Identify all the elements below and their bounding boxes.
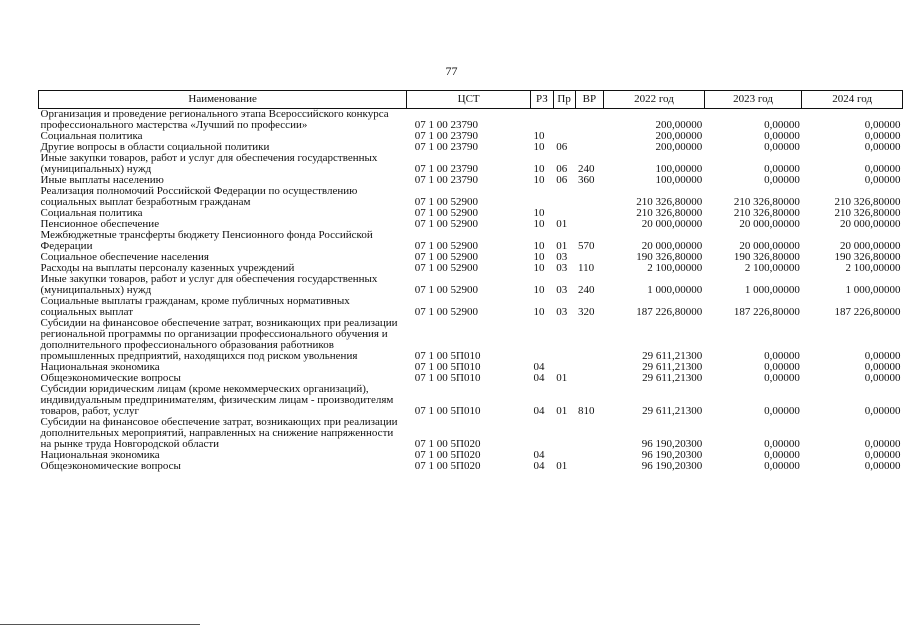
cell-cst: 07 1 00 52900 <box>414 284 479 296</box>
cell-vr: 320 <box>578 306 595 318</box>
header-2024: 2024 год <box>802 91 903 109</box>
cell-pr: 01 <box>556 460 568 472</box>
cell-rz <box>531 417 554 450</box>
cell-vr <box>575 362 604 373</box>
header-vr: ВР <box>575 91 604 109</box>
cell-y2022: 200,00000 <box>655 130 703 142</box>
cell-name: Социальные выплаты гражданам, кроме публичных нормативных социальных выплат <box>40 295 350 318</box>
cell-vr <box>575 373 604 384</box>
cell-vr: 570 <box>578 240 595 252</box>
cell-name: Общеэкономические вопросы <box>40 372 181 384</box>
cell-y2022: 100,00000 <box>655 174 703 186</box>
cell-y2022: 29 611,21300 <box>642 405 703 417</box>
cell-vr: 240 <box>578 163 595 175</box>
cell-name: Национальная экономика <box>40 449 160 461</box>
header-rz: РЗ <box>531 91 554 109</box>
cell-y2023: 20 000,00000 <box>739 240 800 252</box>
cell-vr <box>575 450 604 461</box>
cell-y2024: 0,00000 <box>864 405 901 417</box>
cell-name: Реализация полномочий Российской Федерации по осуществлению социальных выплат безработным гражданам <box>40 185 358 208</box>
cell-pr: 06 <box>556 174 568 186</box>
cell-cst: 07 1 00 52900 <box>414 240 479 252</box>
cell-y2022: 20 000,00000 <box>641 218 703 230</box>
cell-pr: 01 <box>556 372 568 384</box>
cell-y2023: 1 000,00000 <box>744 284 800 296</box>
cell-cst: 07 1 00 52900 <box>414 196 479 208</box>
cell-rz: 04 <box>533 361 545 373</box>
cell-rz: 10 <box>533 141 545 153</box>
cell-cst: 07 1 00 23790 <box>414 130 479 142</box>
cell-y2022: 29 611,21300 <box>642 372 703 384</box>
cell-y2024: 0,00000 <box>864 130 901 142</box>
cell-cst: 07 1 00 23790 <box>414 119 479 131</box>
cell-y2023: 0,00000 <box>764 449 800 461</box>
cell-pr <box>553 417 575 450</box>
cell-name: Субсидии юридическим лицам (кроме некоммерческих организаций), индивидуальным предпринимателям, физическим лицам - производителям товаров, работ, услуг <box>40 383 394 417</box>
cell-vr <box>575 109 604 132</box>
table-row <box>39 274 903 296</box>
cell-rz: 10 <box>533 207 545 219</box>
cell-name: Иные выплаты населению <box>40 174 164 186</box>
cell-pr: 03 <box>556 262 568 274</box>
cell-y2023: 0,00000 <box>764 361 800 373</box>
cell-y2024: 0,00000 <box>864 372 901 384</box>
cell-rz <box>531 318 554 362</box>
cell-vr: 240 <box>578 284 595 296</box>
cell-pr: 01 <box>556 405 568 417</box>
cell-vr: 360 <box>578 174 595 186</box>
cell-vr <box>575 208 604 219</box>
cell-y2022: 200,00000 <box>655 141 703 153</box>
cell-y2022: 96 190,20300 <box>641 449 703 461</box>
cell-rz <box>531 186 554 208</box>
cell-name: Иные закупки товаров, работ и услуг для обеспечения государственных (муниципальных) нужд <box>40 152 378 175</box>
cell-y2022: 96 190,20300 <box>641 438 703 450</box>
cell-y2024: 1 000,00000 <box>845 284 901 296</box>
cell-name: Иные закупки товаров, работ и услуг для обеспечения государственных (муниципальных) нужд <box>40 273 378 296</box>
cell-rz: 10 <box>533 130 545 142</box>
cell-cst: 07 1 00 5П010 <box>414 361 481 373</box>
table-row <box>39 230 903 252</box>
cell-y2022: 96 190,20300 <box>641 460 703 472</box>
cell-pr: 03 <box>556 284 568 296</box>
cell-name: Пенсионное обеспечение <box>40 218 160 230</box>
page-number: 77 <box>445 64 458 78</box>
cell-rz: 04 <box>533 372 545 384</box>
cell-y2023: 0,00000 <box>764 460 800 472</box>
cell-y2024: 187 226,80000 <box>834 306 901 318</box>
cell-name: Межбюджетные трансферты бюджету Пенсионного фонда Российской Федерации <box>40 229 373 252</box>
cell-y2022: 100,00000 <box>655 163 703 175</box>
cell-cst: 07 1 00 52900 <box>414 218 479 230</box>
cell-rz: 04 <box>533 449 545 461</box>
cell-rz: 10 <box>533 262 545 274</box>
cell-y2023: 0,00000 <box>764 350 800 362</box>
table-row <box>39 296 903 318</box>
cell-y2022: 1 000,00000 <box>647 284 703 296</box>
cell-y2023: 210 326,80000 <box>733 196 800 208</box>
cell-y2022: 200,00000 <box>655 119 703 131</box>
cell-y2024: 210 326,80000 <box>834 196 901 208</box>
cell-pr: 03 <box>556 251 568 263</box>
cell-y2024: 210 326,80000 <box>834 207 901 219</box>
cell-rz: 10 <box>533 284 545 296</box>
cell-y2024: 0,00000 <box>864 449 901 461</box>
cell-vr <box>575 461 604 472</box>
header-2023: 2023 год <box>704 91 802 109</box>
cell-pr <box>553 318 575 362</box>
cell-y2023: 210 326,80000 <box>733 207 800 219</box>
cell-name: Национальная экономика <box>40 361 160 373</box>
cell-y2023: 0,00000 <box>764 130 800 142</box>
cell-y2022: 190 326,80000 <box>636 251 703 263</box>
cell-cst: 07 1 00 5П020 <box>414 438 481 450</box>
cell-rz: 10 <box>533 163 545 175</box>
cell-cst: 07 1 00 5П020 <box>414 449 481 461</box>
cell-y2023: 0,00000 <box>764 163 800 175</box>
cell-pr: 06 <box>556 163 568 175</box>
header-name: Наименование <box>39 91 407 109</box>
cell-vr <box>575 186 604 208</box>
cell-cst: 07 1 00 5П010 <box>414 372 481 384</box>
header-cst: ЦСТ <box>407 91 531 109</box>
cell-y2023: 0,00000 <box>764 438 800 450</box>
cell-cst: 07 1 00 52900 <box>414 306 479 318</box>
cell-name: Организация и проведение регионального этапа Всероссийского конкурса профессионального мастерства «Лучший по профессии» <box>40 108 389 131</box>
cell-cst: 07 1 00 5П010 <box>414 405 481 417</box>
cell-y2023: 20 000,00000 <box>739 218 800 230</box>
cell-y2022: 29 611,21300 <box>642 350 703 362</box>
cell-y2024: 0,00000 <box>864 361 901 373</box>
cell-vr <box>575 131 604 142</box>
table-row <box>39 109 903 132</box>
cell-rz: 04 <box>533 405 545 417</box>
cell-cst: 07 1 00 5П020 <box>414 460 481 472</box>
cell-y2024: 0,00000 <box>864 350 901 362</box>
cell-pr: 06 <box>556 141 568 153</box>
cell-rz <box>531 109 554 132</box>
table-body <box>39 109 903 473</box>
cell-y2023: 0,00000 <box>764 405 800 417</box>
cell-cst: 07 1 00 52900 <box>414 262 479 274</box>
cell-vr <box>575 219 604 230</box>
cell-cst: 07 1 00 5П010 <box>414 350 481 362</box>
cell-vr: 110 <box>578 262 595 274</box>
cell-y2023: 187 226,80000 <box>733 306 800 318</box>
cell-name: Субсидии на финансовое обеспечение затрат, возникающих при реализации региональной программы по организации профессионального обучения и дополнительного профессионального образования работников промышленных предприятий, находящихся под риском увольнения <box>40 317 398 362</box>
budget-table <box>38 90 903 472</box>
cell-y2023: 190 326,80000 <box>733 251 800 263</box>
cell-cst: 07 1 00 23790 <box>414 163 479 175</box>
table-row <box>39 384 903 417</box>
cell-rz: 10 <box>533 306 545 318</box>
cell-y2022: 210 326,80000 <box>636 196 703 208</box>
cell-y2023: 0,00000 <box>764 372 800 384</box>
header-2022: 2022 год <box>604 91 705 109</box>
cell-y2023: 2 100,00000 <box>744 262 800 274</box>
cell-y2023: 0,00000 <box>764 141 800 153</box>
cell-rz: 10 <box>533 218 545 230</box>
cell-y2022: 210 326,80000 <box>636 207 703 219</box>
table-row <box>39 186 903 208</box>
cell-rz: 10 <box>533 174 545 186</box>
table-row <box>39 461 903 472</box>
cell-cst: 07 1 00 52900 <box>414 207 479 219</box>
cell-pr <box>553 186 575 208</box>
cell-y2024: 190 326,80000 <box>834 251 901 263</box>
cell-name: Субсидии на финансовое обеспечение затрат, возникающих при реализации дополнительных мероприятий, направленных на снижение напряженности на рынке труда Новгородской области <box>40 416 398 450</box>
cell-name: Расходы на выплаты персоналу казенных учреждений <box>40 262 295 274</box>
cell-pr: 01 <box>556 240 568 252</box>
table-row <box>39 318 903 362</box>
cell-vr <box>575 318 604 362</box>
cell-y2023: 0,00000 <box>764 119 800 131</box>
cell-y2024: 0,00000 <box>864 438 901 450</box>
table-row <box>39 417 903 450</box>
cell-name: Другие вопросы в области социальной политики <box>40 141 270 153</box>
cell-rz: 04 <box>533 460 545 472</box>
cell-y2024: 0,00000 <box>864 163 901 175</box>
cell-cst: 07 1 00 23790 <box>414 141 479 153</box>
cell-cst: 07 1 00 52900 <box>414 251 479 263</box>
cell-y2024: 20 000,00000 <box>840 218 901 230</box>
cell-y2022: 20 000,00000 <box>641 240 703 252</box>
cell-rz: 10 <box>533 251 545 263</box>
cell-y2024: 2 100,00000 <box>845 262 901 274</box>
table-header-row <box>39 91 903 109</box>
cell-y2022: 187 226,80000 <box>636 306 703 318</box>
cell-name: Социальная политика <box>40 207 143 219</box>
cell-pr: 03 <box>556 306 568 318</box>
cell-name: Общеэкономические вопросы <box>40 460 181 472</box>
table-row <box>39 153 903 175</box>
cell-vr <box>575 142 604 153</box>
header-pr: Пр <box>553 91 575 109</box>
cell-pr <box>553 109 575 132</box>
cell-name: Социальное обеспечение населения <box>40 251 209 263</box>
cell-y2024: 20 000,00000 <box>840 240 901 252</box>
cell-vr <box>575 417 604 450</box>
cell-y2022: 29 611,21300 <box>642 361 703 373</box>
cell-y2024: 0,00000 <box>864 141 901 153</box>
cell-y2024: 0,00000 <box>864 174 901 186</box>
cell-y2022: 2 100,00000 <box>647 262 703 274</box>
cell-y2023: 0,00000 <box>764 174 800 186</box>
cell-vr: 810 <box>578 405 595 417</box>
cell-y2024: 0,00000 <box>864 460 901 472</box>
footer-rule <box>0 624 200 625</box>
cell-y2024: 0,00000 <box>864 119 901 131</box>
cell-rz: 10 <box>533 240 545 252</box>
cell-pr: 01 <box>556 218 568 230</box>
cell-cst: 07 1 00 23790 <box>414 174 479 186</box>
cell-name: Социальная политика <box>40 130 143 142</box>
